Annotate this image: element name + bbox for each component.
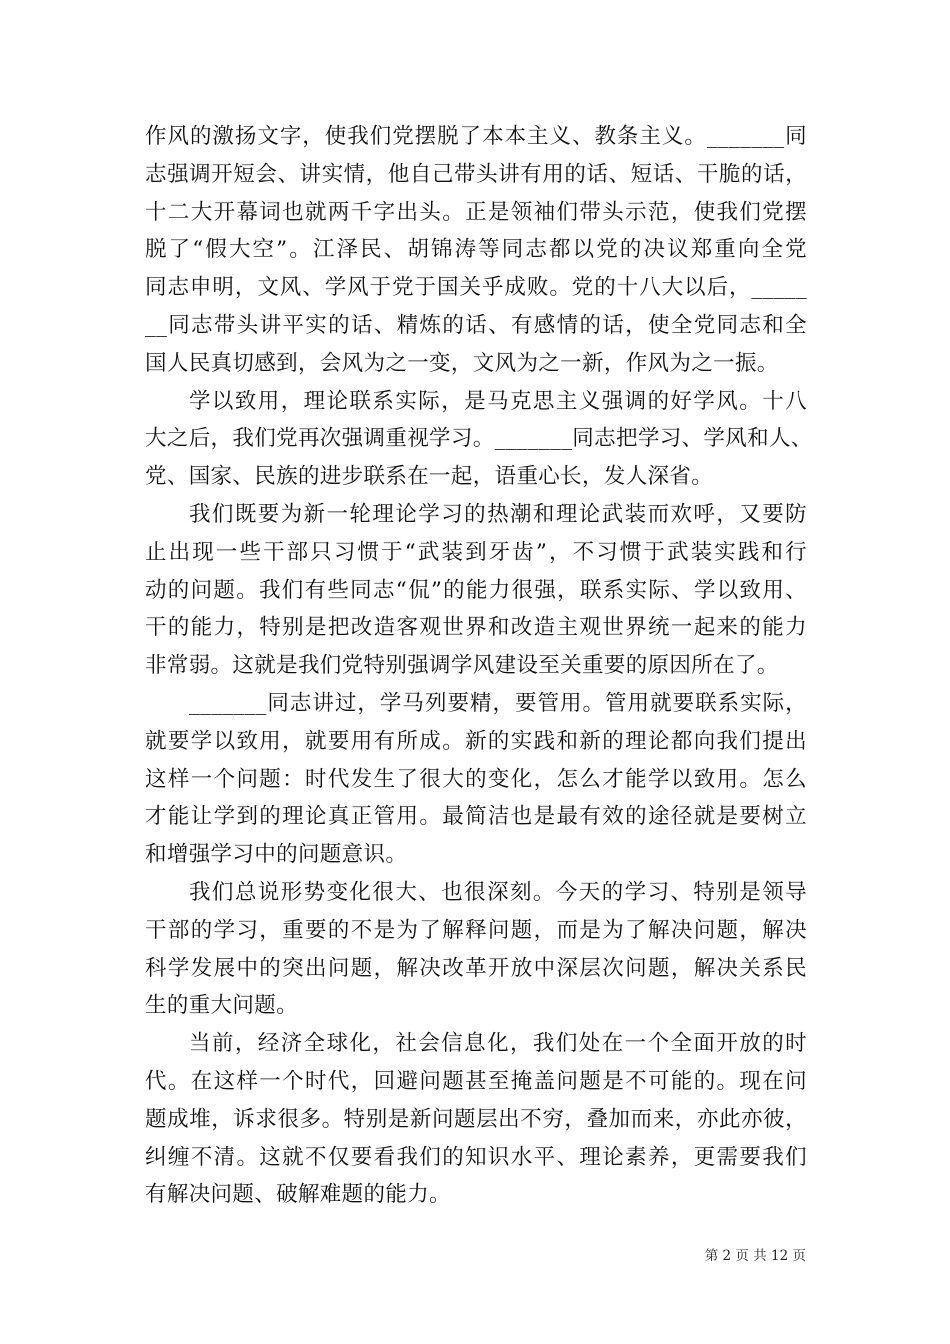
text-line: 作风的激扬文字，使我们党摆脱了本本主义、教条主义。_______同 [145, 124, 807, 149]
text-line: 动的问题。我们有些同志“侃”的能力很强，联系实际、学以致用、 [145, 577, 807, 603]
text-line: 志强调开短会、讲实情，他自己带头讲有用的话、短话、干脆的话， [145, 161, 807, 187]
text-line: 大之后，我们党再次强调重视学习。_______同志把学习、学风和人、 [145, 426, 813, 452]
text-line: 题成堆，诉求很多。特别是新问题层出不穷，叠加而来，亦此亦彼， [145, 1106, 807, 1132]
text-line: 十二大开幕词也就两千字出头。正是领袖们带头示范，使我们党摆 [145, 199, 807, 225]
page-number-footer: 第 2 页 共 12 页 [704, 1248, 806, 1264]
text-line: 当前，经济全球化，社会信息化，我们处在一个全面开放的时 [189, 1031, 807, 1057]
text-line: 非常弱。这就是我们党特别强调学风建设至关重要的原因所在了。 [145, 653, 779, 679]
text-line: 国人民真切感到，会风为之一变，文风为之一新，作风为之一振。 [145, 350, 779, 376]
text-line: 才能让学到的理论真正管用。最简洁也是最有效的途径就是要树立 [145, 804, 807, 830]
text-line: 学以致用，理论联系实际，是马克思主义强调的好学风。十八 [189, 388, 807, 414]
text-line: 生的重大问题。 [145, 993, 298, 1019]
text-line: 就要学以致用，就要用有所成。新的实践和新的理论都向我们提出 [145, 728, 807, 754]
text-line: 干部的学习，重要的不是为了解释问题，而是为了解决问题，解决 [145, 917, 807, 943]
text-line: __同志带头讲平实的话、精炼的话、有感情的话，使全党同志和全 [145, 312, 807, 338]
text-line: 科学发展中的突出问题，解决改革开放中深层次问题，解决关系民 [145, 955, 807, 981]
text-line: 我们既要为新一轮理论学习的热潮和理论武装而欢呼，又要防 [189, 501, 807, 527]
text-line: 同志申明，文风、学风于党于国关乎成败。党的十八大以后，_____ [145, 275, 807, 301]
text-line: 党、国家、民族的进步联系在一起，语重心长，发人深省。 [145, 464, 714, 490]
text-line: 我们总说形势变化很大、也很深刻。今天的学习、特别是领导 [189, 879, 807, 905]
text-line: 纠缠不清。这就不仅要看我们的知识水平、理论素养，更需要我们 [145, 1144, 807, 1170]
text-line: 这样一个问题：时代发生了很大的变化，怎么才能学以致用。怎么 [145, 766, 807, 792]
document-body [145, 118, 813, 1214]
text-line: 脱了“假大空”。江泽民、胡锦涛等同志都以党的决议郑重向全党 [145, 237, 807, 263]
text-line: 有解决问题、破解难题的能力。 [145, 1182, 451, 1208]
text-line: 和增强学习中的问题意识。 [145, 842, 408, 868]
text-line: 代。在这样一个时代，回避问题甚至掩盖问题是不可能的。现在问 [145, 1068, 807, 1094]
text-line: 止出现一些干部只习惯于“武装到牙齿”，不习惯于武装实践和行 [145, 539, 807, 565]
text-line: _______同志讲过，学马列要精，要管用。管用就要联系实际， [189, 690, 807, 716]
text-line: 干的能力，特别是把改造客观世界和改造主观世界统一起来的能力 [145, 615, 807, 641]
